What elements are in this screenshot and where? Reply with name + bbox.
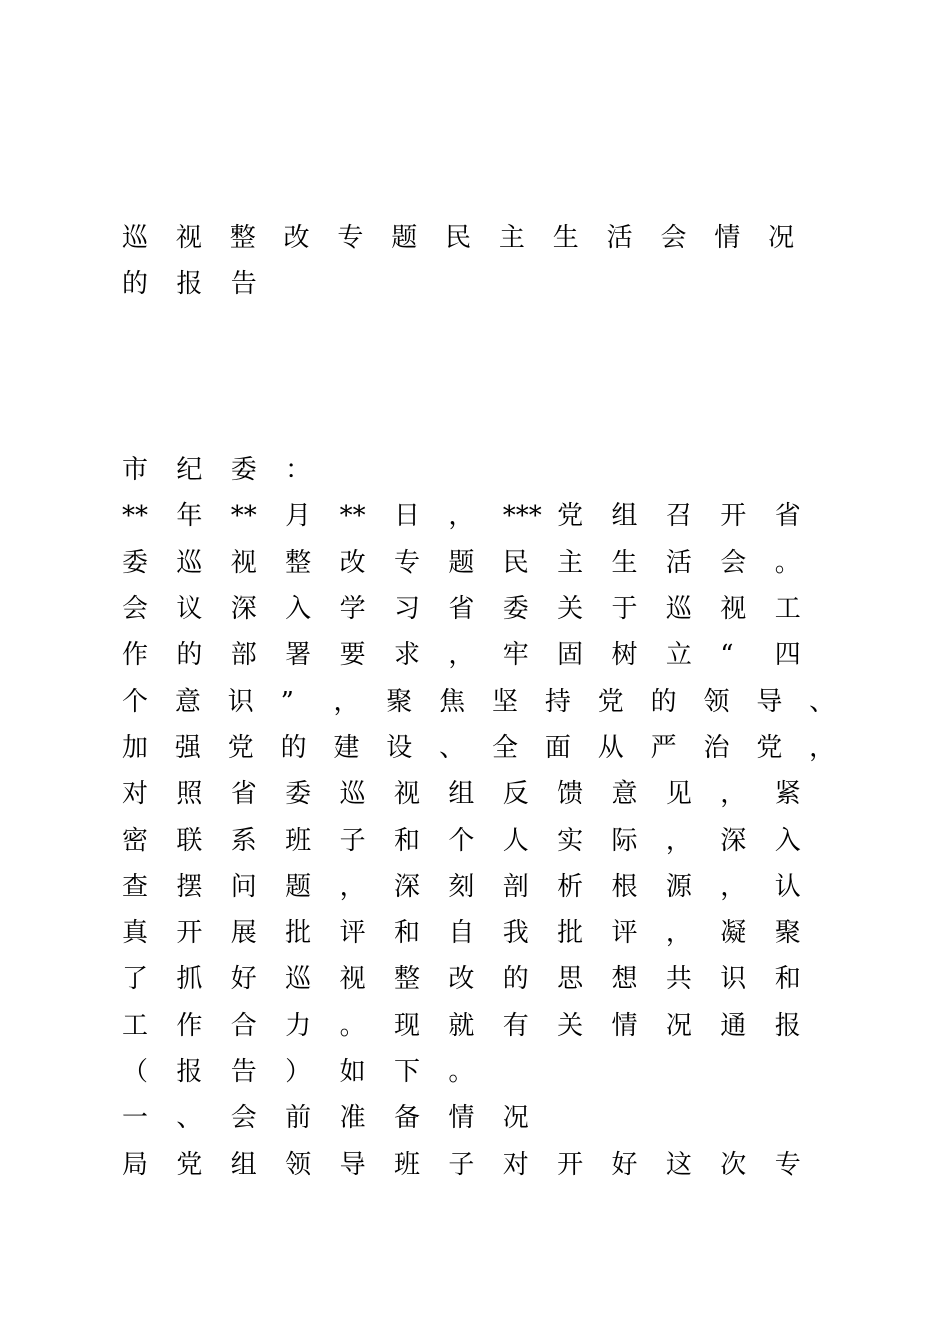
text-char: 组 <box>448 779 475 810</box>
text-char: 会 <box>122 594 149 625</box>
text-char: 开 <box>176 918 203 949</box>
text-char: 剖 <box>502 871 529 902</box>
text-char: 作 <box>122 640 149 671</box>
text-char: 牢 <box>502 640 529 671</box>
text-char: 班 <box>393 1149 420 1180</box>
text-char: 委 <box>122 547 149 578</box>
text-char: 会 <box>720 547 747 578</box>
text-char: 主 <box>557 547 584 578</box>
text-char: 评 <box>339 918 366 949</box>
text-char: 如 <box>339 1057 366 1087</box>
text-char: 委 <box>285 779 312 810</box>
text-char: 省 <box>448 594 475 625</box>
section-heading <box>122 1095 862 1141</box>
text-char: 刻 <box>448 871 475 902</box>
text-char: 子 <box>448 1149 475 1180</box>
text-char: 学 <box>339 594 366 625</box>
title-line <box>122 215 822 261</box>
body-line <box>122 1141 862 1187</box>
text-char: 好 <box>230 964 257 995</box>
text-char: 紧 <box>774 779 801 810</box>
text-char: 的 <box>176 640 203 671</box>
text-char: 题 <box>448 547 475 578</box>
text-char: 真 <box>122 918 149 949</box>
text-char: 析 <box>557 871 584 902</box>
text-char: 情 <box>714 223 741 254</box>
text-char: 持 <box>544 686 571 717</box>
text-char: ） <box>285 1057 312 1087</box>
text-char: 整 <box>229 223 256 254</box>
text-char: 专 <box>337 223 364 254</box>
text-char: 于 <box>611 594 638 625</box>
text-char: 源 <box>665 871 692 902</box>
text-char: 力 <box>285 1010 312 1041</box>
body-line <box>122 771 862 817</box>
text-char: 前 <box>285 1103 312 1134</box>
text-char: 四 <box>774 640 801 671</box>
text-char: ** <box>122 501 148 532</box>
text-char: 评 <box>611 918 638 949</box>
text-char: 深 <box>393 871 420 902</box>
text-char: ， <box>448 640 475 671</box>
text-char: ， <box>665 918 692 949</box>
text-char: 组 <box>230 1149 257 1180</box>
text-char: ： <box>285 455 312 486</box>
body-line <box>122 725 862 771</box>
text-char: （ <box>122 1057 149 1087</box>
text-char: 际 <box>611 825 638 856</box>
text-char: 一 <box>122 1103 149 1134</box>
text-char: 告 <box>230 269 257 300</box>
text-char: 治 <box>703 732 730 763</box>
body-line <box>122 632 862 678</box>
text-char: 的 <box>650 686 677 717</box>
text-char: 况 <box>502 1103 529 1134</box>
text-char: 巡 <box>176 547 203 578</box>
text-char: 强 <box>174 732 201 763</box>
text-char: 委 <box>502 594 529 625</box>
text-char: 作 <box>176 1010 203 1041</box>
text-char: 署 <box>285 640 312 671</box>
text-char: 查 <box>122 871 149 902</box>
text-char: 深 <box>230 594 257 625</box>
text-char: 坚 <box>492 686 519 717</box>
text-char: 凝 <box>720 918 747 949</box>
text-char: 的 <box>122 269 149 300</box>
text-char: 领 <box>703 686 730 717</box>
text-char: 馈 <box>557 779 584 810</box>
text-char: 党 <box>597 686 624 717</box>
text-char: ** <box>230 501 257 532</box>
text-char: 认 <box>774 871 801 902</box>
text-char: 开 <box>720 501 747 532</box>
text-char: 有 <box>502 1010 529 1041</box>
text-char: ” <box>280 686 294 717</box>
text-char: 。 <box>774 547 801 578</box>
text-char: 、 <box>809 686 836 717</box>
text-char: 情 <box>611 1010 638 1041</box>
text-char: 整 <box>285 547 312 578</box>
text-char: 就 <box>448 1010 475 1041</box>
text-char: 议 <box>176 594 203 625</box>
text-char: 部 <box>230 640 257 671</box>
text-char: ， <box>665 825 692 856</box>
text-char: 年 <box>176 501 203 532</box>
text-char: 从 <box>597 732 624 763</box>
text-char: ， <box>809 732 836 763</box>
text-char: 对 <box>502 1149 529 1180</box>
text-char: 现 <box>393 1010 420 1041</box>
text-char: 。 <box>448 1057 475 1087</box>
text-char: 活 <box>606 223 633 254</box>
text-char: 密 <box>122 825 149 856</box>
text-char: ** <box>339 501 366 532</box>
text-char: 抓 <box>176 964 203 995</box>
text-char: 固 <box>557 640 584 671</box>
text-char: 民 <box>445 223 472 254</box>
text-char: 共 <box>665 964 692 995</box>
text-char: 告 <box>230 1057 257 1087</box>
text-char: 想 <box>611 964 638 995</box>
text-char: 生 <box>611 547 638 578</box>
text-char: 市 <box>122 455 149 486</box>
text-char: 会 <box>230 1103 257 1134</box>
text-char: 省 <box>230 779 257 810</box>
text-char: 聚 <box>386 686 413 717</box>
title-line <box>122 261 822 307</box>
text-char: 下 <box>393 1057 420 1087</box>
text-char: 面 <box>544 732 571 763</box>
body-line <box>122 910 862 956</box>
text-char: ， <box>339 871 366 902</box>
text-char: 巡 <box>665 594 692 625</box>
text-char: 设 <box>386 732 413 763</box>
text-char: 全 <box>492 732 519 763</box>
text-char: 委 <box>230 455 257 486</box>
text-char: 批 <box>285 918 312 949</box>
text-char: 工 <box>774 594 801 625</box>
text-char: 领 <box>285 1149 312 1180</box>
text-char: 和 <box>774 964 801 995</box>
text-char: 深 <box>720 825 747 856</box>
body-line <box>122 540 862 586</box>
text-char: 加 <box>122 732 149 763</box>
text-char: 摆 <box>176 871 203 902</box>
text-char: 省 <box>774 501 801 532</box>
text-char: 照 <box>176 779 203 810</box>
text-char: 反 <box>502 779 529 810</box>
text-char: 识 <box>720 964 747 995</box>
text-char: 合 <box>230 1010 257 1041</box>
text-char: 工 <box>122 1010 149 1041</box>
text-char: 通 <box>720 1010 747 1041</box>
text-char: 好 <box>611 1149 638 1180</box>
body-line <box>122 956 862 1002</box>
text-char: ， <box>333 686 360 717</box>
text-char: 纪 <box>176 455 203 486</box>
text-char: 报 <box>176 1057 203 1087</box>
document-title <box>122 215 822 308</box>
text-char: 树 <box>611 640 638 671</box>
text-char: 巡 <box>285 964 312 995</box>
text-char: 导 <box>756 686 783 717</box>
text-char: 报 <box>774 1010 801 1041</box>
text-char: 巡 <box>122 223 149 254</box>
text-char: 改 <box>339 547 366 578</box>
text-char: 和 <box>393 918 420 949</box>
text-char: 问 <box>230 871 257 902</box>
text-char: 聚 <box>774 918 801 949</box>
text-char: 焦 <box>439 686 466 717</box>
body-line <box>122 1049 862 1095</box>
text-char: 改 <box>448 964 475 995</box>
text-char: 导 <box>339 1149 366 1180</box>
text-char: 识 <box>227 686 254 717</box>
text-char: 入 <box>285 594 312 625</box>
text-char: 求 <box>393 640 420 671</box>
text-char: 视 <box>339 964 366 995</box>
text-char: 党 <box>557 501 584 532</box>
text-char: 入 <box>774 825 801 856</box>
text-char: 立 <box>665 640 692 671</box>
text-char: 报 <box>176 269 203 300</box>
text-char: 民 <box>502 547 529 578</box>
text-char: 和 <box>393 825 420 856</box>
text-char: 日 <box>393 501 420 532</box>
text-char: *** <box>502 501 542 532</box>
text-char: 专 <box>393 547 420 578</box>
text-char: 视 <box>393 779 420 810</box>
text-char: 自 <box>448 918 475 949</box>
text-char: 月 <box>285 501 312 532</box>
text-char: 意 <box>174 686 201 717</box>
text-char: 批 <box>557 918 584 949</box>
text-char: 子 <box>339 825 366 856</box>
text-char: 见 <box>665 779 692 810</box>
text-char: 个 <box>122 686 149 717</box>
text-char: 会 <box>660 223 687 254</box>
text-char: 视 <box>720 594 747 625</box>
text-char: 建 <box>333 732 360 763</box>
text-char: 况 <box>665 1010 692 1041</box>
text-char: 巡 <box>339 779 366 810</box>
text-char: 党 <box>756 732 783 763</box>
body-line <box>122 1003 862 1049</box>
text-char: 要 <box>339 640 366 671</box>
text-char: 个 <box>448 825 475 856</box>
text-char: 。 <box>339 1010 366 1041</box>
text-char: 题 <box>285 871 312 902</box>
text-char: 了 <box>122 964 149 995</box>
text-char: 关 <box>557 594 584 625</box>
text-char: 对 <box>122 779 149 810</box>
text-char: 的 <box>502 964 529 995</box>
text-char: 实 <box>557 825 584 856</box>
text-char: 生 <box>552 223 579 254</box>
salutation-line <box>122 447 862 493</box>
text-char: 这 <box>665 1149 692 1180</box>
body-line <box>122 678 862 724</box>
text-char: 专 <box>774 1149 801 1180</box>
text-char: 改 <box>283 223 310 254</box>
text-char: 召 <box>665 501 692 532</box>
text-char: 、 <box>439 732 466 763</box>
text-char: 思 <box>557 964 584 995</box>
text-char: ， <box>448 501 475 532</box>
text-char: 情 <box>448 1103 475 1134</box>
text-char: “ <box>720 640 734 671</box>
text-char: 习 <box>393 594 420 625</box>
body-line <box>122 864 862 910</box>
text-char: 、 <box>176 1103 203 1134</box>
text-char: 班 <box>285 825 312 856</box>
text-char: 严 <box>650 732 677 763</box>
body-line <box>122 586 862 632</box>
text-char: 备 <box>393 1103 420 1134</box>
text-char: 整 <box>393 964 420 995</box>
text-char: 的 <box>280 732 307 763</box>
document-body <box>122 447 862 1188</box>
text-char: 党 <box>227 732 254 763</box>
text-char: ， <box>720 871 747 902</box>
text-char: 根 <box>611 871 638 902</box>
text-char: 意 <box>611 779 638 810</box>
text-char: 况 <box>768 223 795 254</box>
text-char: 视 <box>175 223 202 254</box>
text-char: 主 <box>498 223 525 254</box>
text-char: ， <box>720 779 747 810</box>
text-char: 联 <box>176 825 203 856</box>
text-char: 准 <box>339 1103 366 1134</box>
text-char: 关 <box>557 1010 584 1041</box>
body-line <box>122 493 862 539</box>
text-char: 组 <box>611 501 638 532</box>
text-char: 视 <box>230 547 257 578</box>
text-char: 人 <box>502 825 529 856</box>
body-line <box>122 817 862 863</box>
text-char: 题 <box>391 223 418 254</box>
text-char: 展 <box>230 918 257 949</box>
text-char: 局 <box>122 1149 149 1180</box>
text-char: 活 <box>665 547 692 578</box>
text-char: 系 <box>230 825 257 856</box>
text-char: 我 <box>502 918 529 949</box>
text-char: 党 <box>176 1149 203 1180</box>
text-char: 开 <box>557 1149 584 1180</box>
text-char: 次 <box>720 1149 747 1180</box>
